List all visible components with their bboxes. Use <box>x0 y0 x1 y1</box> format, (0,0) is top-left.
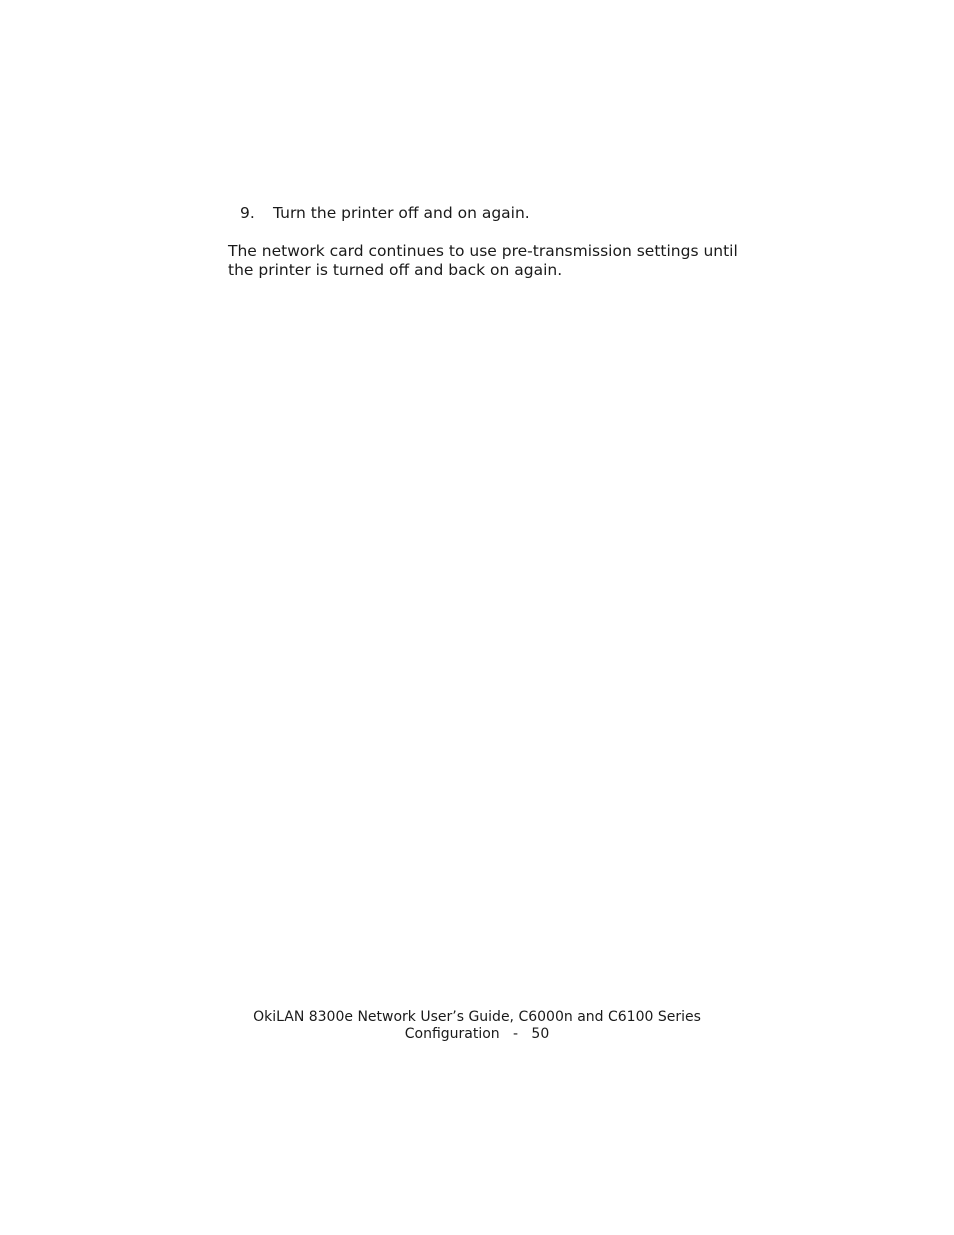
numbered-step <box>240 204 530 223</box>
footer-section-page: Configuration - 50 <box>404 1026 550 1042</box>
step-text: Turn the printer off and on again. <box>273 204 530 222</box>
footer-title: OkiLAN 8300e Network User’s Guide, C6000n and C6100 Series <box>253 1009 701 1025</box>
step-number: 9. <box>240 204 255 222</box>
page-footer <box>0 1009 954 1043</box>
body-paragraph: The network card continues to use pre-transmission settings until the printer is turned off and back on again. <box>228 242 738 279</box>
